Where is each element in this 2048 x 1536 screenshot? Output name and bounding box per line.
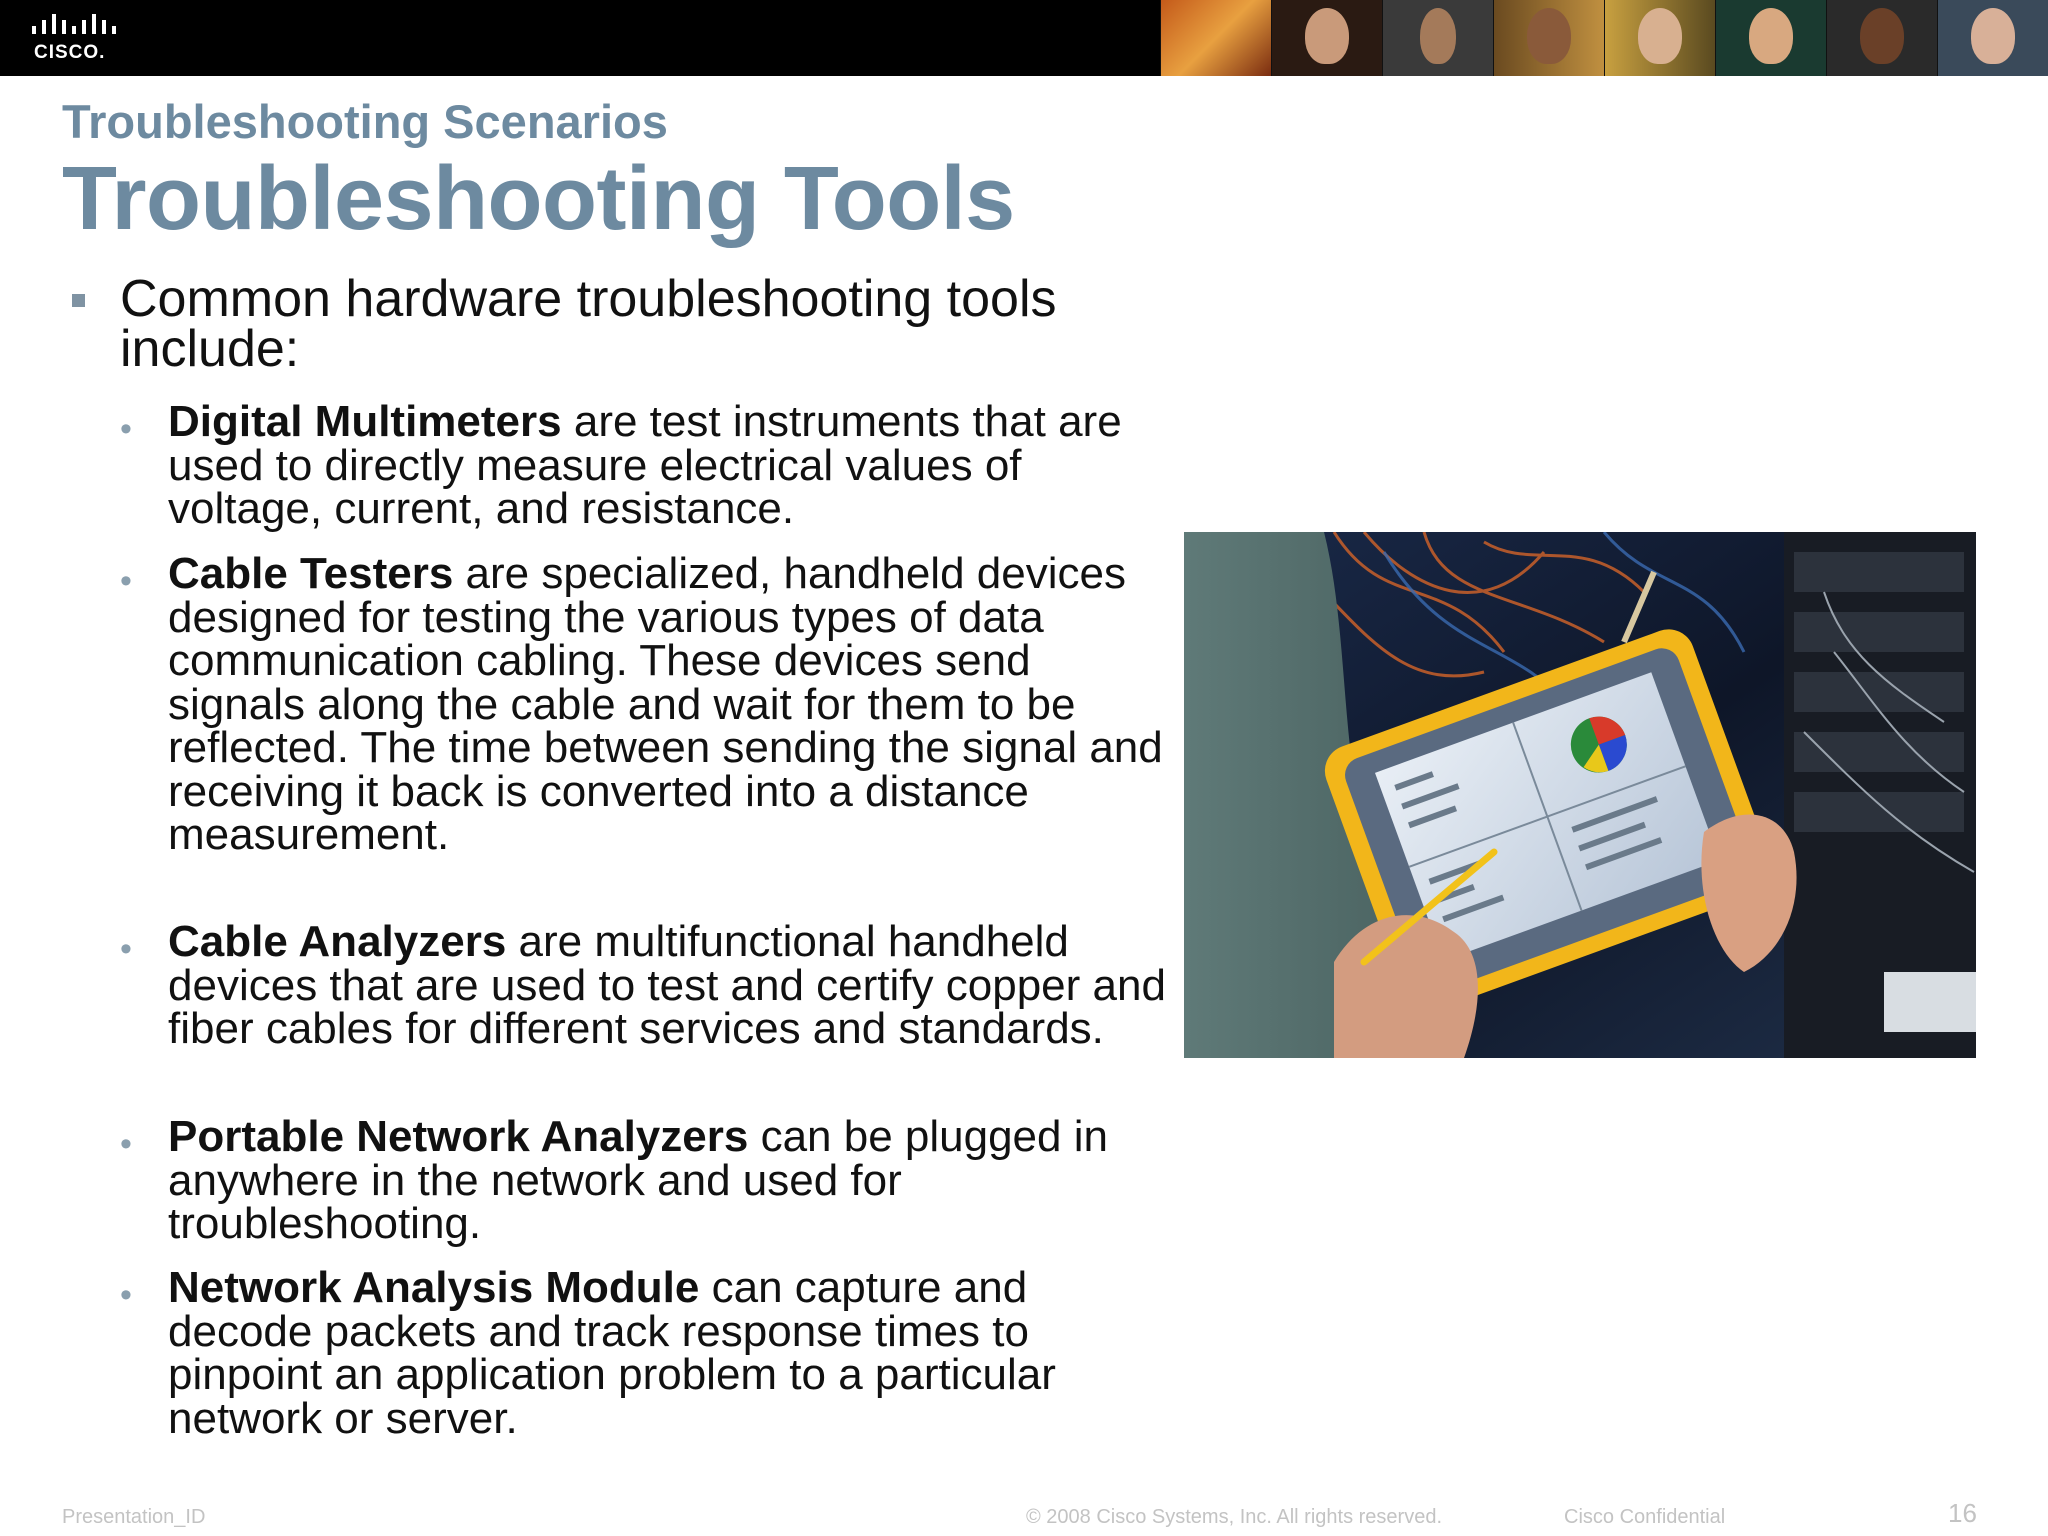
square-bullet-icon: [72, 294, 85, 307]
section-title: Troubleshooting Scenarios: [62, 95, 668, 148]
list-item-term: Cable Analyzers: [168, 917, 507, 966]
network-analyzer-photo: [1184, 532, 1976, 1058]
main-bullet-text: Common hardware troubleshooting tools include:: [120, 270, 1057, 378]
list-item-description: can capture and decode packets and track response times to pinpoint an application problem to a particular network or server.: [168, 1263, 1056, 1443]
list-item-term: Portable Network Analyzers: [168, 1112, 749, 1161]
header-photo-2: [1271, 0, 1382, 76]
header-photo-6: [1715, 0, 1826, 76]
bullet-dot-icon: •: [120, 562, 132, 600]
slide-title: Troubleshooting Tools: [62, 149, 1015, 249]
bullet-dot-icon: •: [120, 1125, 132, 1163]
list-item-text: [168, 917, 1168, 1053]
list-item-description: are multifunctional handheld devices that are used to test and certify copper and fiber cables for different services and standards.: [168, 917, 1166, 1053]
header-photo-1: [1160, 0, 1271, 76]
header-photo-8: [1937, 0, 2048, 76]
presentation-id: Presentation_ID: [62, 1506, 206, 1528]
list-item-text: [168, 549, 1168, 859]
list-item-text: [168, 1112, 1168, 1248]
copyright-text: © 2008 Cisco Systems, Inc. All rights reserved.: [1026, 1506, 1443, 1528]
network-analyzer-illustration: [1184, 532, 1976, 1058]
list-item-text: [168, 397, 1168, 533]
header-photo-strip: [1160, 0, 2048, 76]
bullet-dot-icon: •: [120, 410, 132, 448]
header-photo-7: [1826, 0, 1937, 76]
list-item-description: are specialized, handheld devices designed for testing the various types of data communication cabling. These devices send signals along the cable and wait for them to be reflected. The time between sending the signal and receiving it back is converted into a distance measurement.: [168, 549, 1163, 859]
header-banner: [0, 0, 2048, 76]
list-item-term: Digital Multimeters: [168, 397, 562, 446]
page-number: 16: [1948, 1498, 1977, 1528]
list-item-term: Network Analysis Module: [168, 1263, 700, 1312]
header-photo-4: [1493, 0, 1604, 76]
list-item-description: are test instruments that are used to directly measure electrical values of voltage, current, and resistance.: [168, 397, 1122, 533]
header-photo-3: [1382, 0, 1493, 76]
bullet-dot-icon: •: [120, 930, 132, 968]
cisco-logo: [30, 14, 120, 64]
header-photo-5: [1604, 0, 1715, 76]
cisco-bars-icon: [32, 14, 116, 40]
cisco-wordmark: CISCO.: [34, 42, 106, 63]
list-item-text: [168, 1263, 1168, 1443]
bullet-dot-icon: •: [120, 1276, 132, 1314]
list-item-description: can be plugged in anywhere in the network and used for troubleshooting.: [168, 1112, 1108, 1248]
list-item-term: Cable Testers: [168, 549, 454, 598]
confidential-label: Cisco Confidential: [1564, 1506, 1726, 1528]
